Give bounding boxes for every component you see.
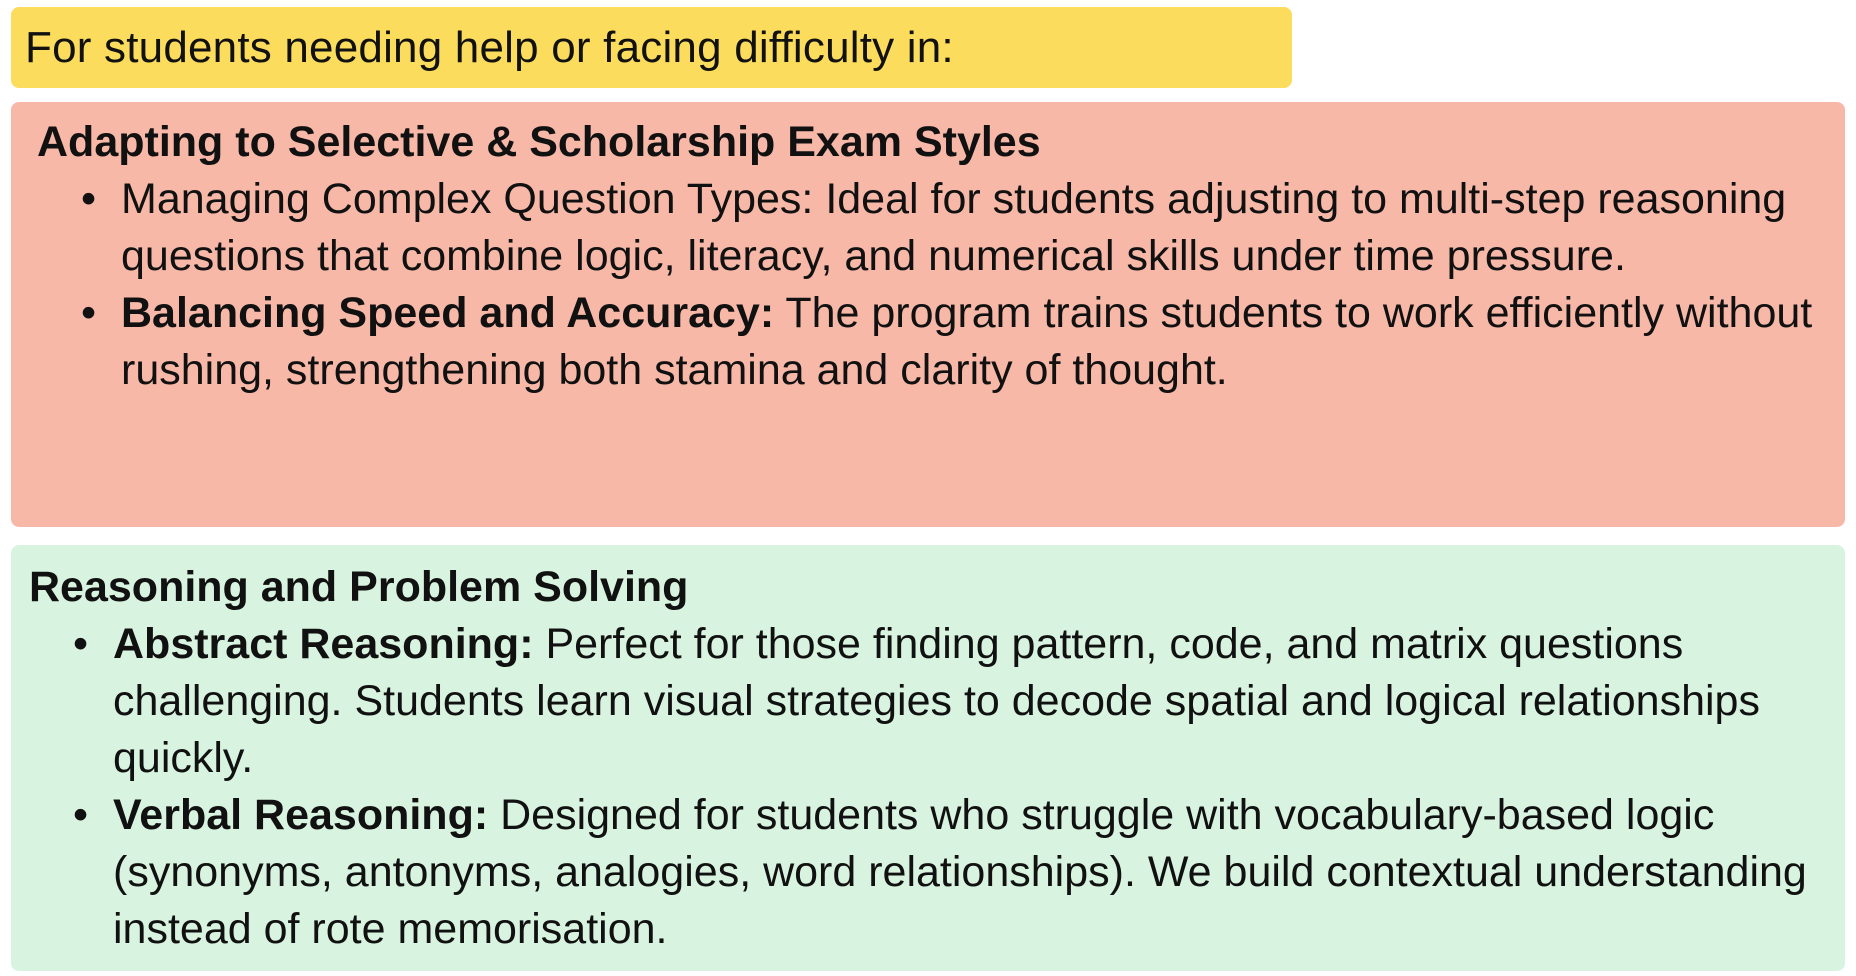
- item-lead: Balancing Speed and Accuracy:: [121, 289, 775, 337]
- bullet-list: [37, 171, 1825, 399]
- item-lead: Abstract Reasoning:: [113, 620, 534, 668]
- item-text: The program trains students to work efficiently without rushing, strengthening both stamina and clarity of thought.: [121, 289, 1813, 394]
- bullet-list: [29, 616, 1825, 958]
- list-item: [29, 616, 1825, 787]
- list-item: [37, 285, 1825, 399]
- bullet-icon: •: [81, 289, 97, 337]
- list-item: [37, 171, 1825, 285]
- item-lead: Verbal Reasoning:: [113, 791, 489, 839]
- item-text: Designed for students who struggle with vocabulary-based logic (synonyms, antonyms, analogies, word relationships). We build contextual understanding instead of rote memorisation.: [113, 791, 1807, 953]
- item-text: Perfect for those finding pattern, code, and matrix questions challenging. Students learn visual strategies to decode spatial and logical relationships quickly.: [113, 620, 1760, 782]
- item-text: Managing Complex Question Types: Ideal for students adjusting to multi-step reasoning questions that combine logic, literacy, and numerical skills under time pressure.: [121, 175, 1787, 280]
- list-item: [29, 787, 1825, 958]
- section-title: Adapting to Selective & Scholarship Exam Styles: [37, 118, 1041, 166]
- section-title: Reasoning and Problem Solving: [29, 563, 689, 611]
- section-reasoning: [11, 545, 1845, 971]
- section-exam-styles: [11, 102, 1845, 527]
- bullet-icon: •: [81, 175, 97, 223]
- bullet-icon: •: [73, 791, 89, 839]
- banner-text: For students needing help or facing difficulty in:: [25, 22, 954, 72]
- header-banner: [11, 7, 1292, 88]
- bullet-icon: •: [73, 620, 89, 668]
